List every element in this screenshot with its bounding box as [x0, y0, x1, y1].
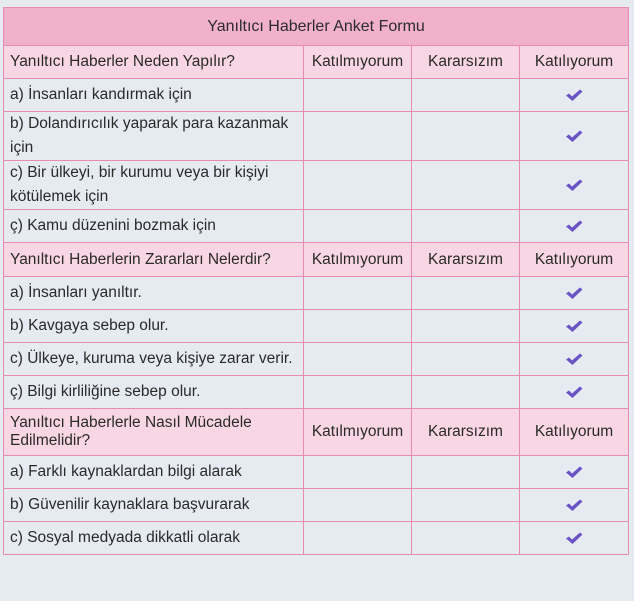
answer-cell-undecided[interactable] — [412, 161, 520, 210]
answer-cell-agree[interactable] — [520, 489, 629, 522]
checkmark-icon — [565, 352, 583, 366]
checkmark-icon — [565, 129, 583, 143]
answer-cell-agree[interactable] — [520, 456, 629, 489]
answer-cell-undecided[interactable] — [412, 343, 520, 376]
answer-cell-disagree[interactable] — [304, 161, 412, 210]
survey-item-row — [4, 79, 629, 112]
answer-cell-undecided[interactable] — [412, 210, 520, 243]
section-question: Yanıltıcı Haberlerle Nasıl Mücadele Edilmelidir? — [4, 409, 304, 456]
survey-item-row — [4, 277, 629, 310]
answer-cell-agree[interactable] — [520, 79, 629, 112]
answer-cell-undecided[interactable] — [412, 489, 520, 522]
survey-item-row — [4, 376, 629, 409]
column-header-disagree: Katılmıyorum — [304, 409, 412, 456]
column-header-disagree: Katılmıyorum — [304, 243, 412, 277]
answer-cell-disagree[interactable] — [304, 310, 412, 343]
survey-item-row — [4, 161, 629, 210]
checkmark-icon — [565, 465, 583, 479]
answer-cell-undecided[interactable] — [412, 277, 520, 310]
survey-item-row — [4, 310, 629, 343]
checkmark-icon — [565, 219, 583, 233]
column-header-undecided: Kararsızım — [412, 409, 520, 456]
answer-cell-disagree[interactable] — [304, 210, 412, 243]
answer-cell-agree[interactable] — [520, 376, 629, 409]
answer-cell-agree[interactable] — [520, 343, 629, 376]
checkmark-icon — [565, 286, 583, 300]
answer-cell-disagree[interactable] — [304, 522, 412, 555]
checkmark-icon — [565, 531, 583, 545]
survey-item-row — [4, 456, 629, 489]
checkmark-icon — [565, 385, 583, 399]
answer-cell-agree[interactable] — [520, 310, 629, 343]
answer-cell-undecided[interactable] — [412, 522, 520, 555]
form-title: Yanıltıcı Haberler Anket Formu — [4, 8, 629, 46]
checkmark-icon — [565, 498, 583, 512]
survey-item-text: c) Ülkeye, kuruma veya kişiye zarar verir. — [4, 343, 304, 376]
survey-item-text: c) Sosyal medyada dikkatli olarak — [4, 522, 304, 555]
answer-cell-disagree[interactable] — [304, 277, 412, 310]
survey-item-row — [4, 112, 629, 161]
answer-cell-disagree[interactable] — [304, 79, 412, 112]
checkmark-icon — [565, 319, 583, 333]
section-question: Yanıltıcı Haberlerin Zararları Nelerdir? — [4, 243, 304, 277]
survey-item-text: ç) Bilgi kirliliğine sebep olur. — [4, 376, 304, 409]
answer-cell-agree[interactable] — [520, 522, 629, 555]
survey-item-text: b) Dolandırıcılık yaparak para kazanmak için — [4, 112, 304, 161]
checkmark-icon — [565, 178, 583, 192]
answer-cell-agree[interactable] — [520, 161, 629, 210]
survey-item-text: c) Bir ülkeyi, bir kurumu veya bir kişiyi kötülemek için — [4, 161, 304, 210]
survey-item-text: a) Farklı kaynaklardan bilgi alarak — [4, 456, 304, 489]
answer-cell-agree[interactable] — [520, 277, 629, 310]
answer-cell-disagree[interactable] — [304, 343, 412, 376]
section-question: Yanıltıcı Haberler Neden Yapılır? — [4, 46, 304, 79]
answer-cell-disagree[interactable] — [304, 489, 412, 522]
column-header-agree: Katılıyorum — [520, 243, 629, 277]
survey-item-row — [4, 522, 629, 555]
column-header-undecided: Kararsızım — [412, 46, 520, 79]
answer-cell-undecided[interactable] — [412, 456, 520, 489]
survey-item-text: b) Kavgaya sebep olur. — [4, 310, 304, 343]
answer-cell-agree[interactable] — [520, 210, 629, 243]
answer-cell-undecided[interactable] — [412, 112, 520, 161]
answer-cell-disagree[interactable] — [304, 112, 412, 161]
checkmark-icon — [565, 88, 583, 102]
survey-item-row — [4, 489, 629, 522]
answer-cell-undecided[interactable] — [412, 79, 520, 112]
answer-cell-undecided[interactable] — [412, 310, 520, 343]
column-header-undecided: Kararsızım — [412, 243, 520, 277]
column-header-agree: Katılıyorum — [520, 46, 629, 79]
answer-cell-disagree[interactable] — [304, 376, 412, 409]
survey-item-text: ç) Kamu düzenini bozmak için — [4, 210, 304, 243]
section-header-row — [4, 409, 629, 456]
survey-item-text: b) Güvenilir kaynaklara başvurarak — [4, 489, 304, 522]
column-header-agree: Katılıyorum — [520, 409, 629, 456]
survey-item-text: a) İnsanları kandırmak için — [4, 79, 304, 112]
survey-table — [3, 7, 629, 555]
column-header-disagree: Katılmıyorum — [304, 46, 412, 79]
survey-item-row — [4, 343, 629, 376]
survey-item-text: a) İnsanları yanıltır. — [4, 277, 304, 310]
title-row — [4, 8, 629, 46]
section-header-row — [4, 46, 629, 79]
answer-cell-undecided[interactable] — [412, 376, 520, 409]
answer-cell-agree[interactable] — [520, 112, 629, 161]
answer-cell-disagree[interactable] — [304, 456, 412, 489]
survey-item-row — [4, 210, 629, 243]
section-header-row — [4, 243, 629, 277]
